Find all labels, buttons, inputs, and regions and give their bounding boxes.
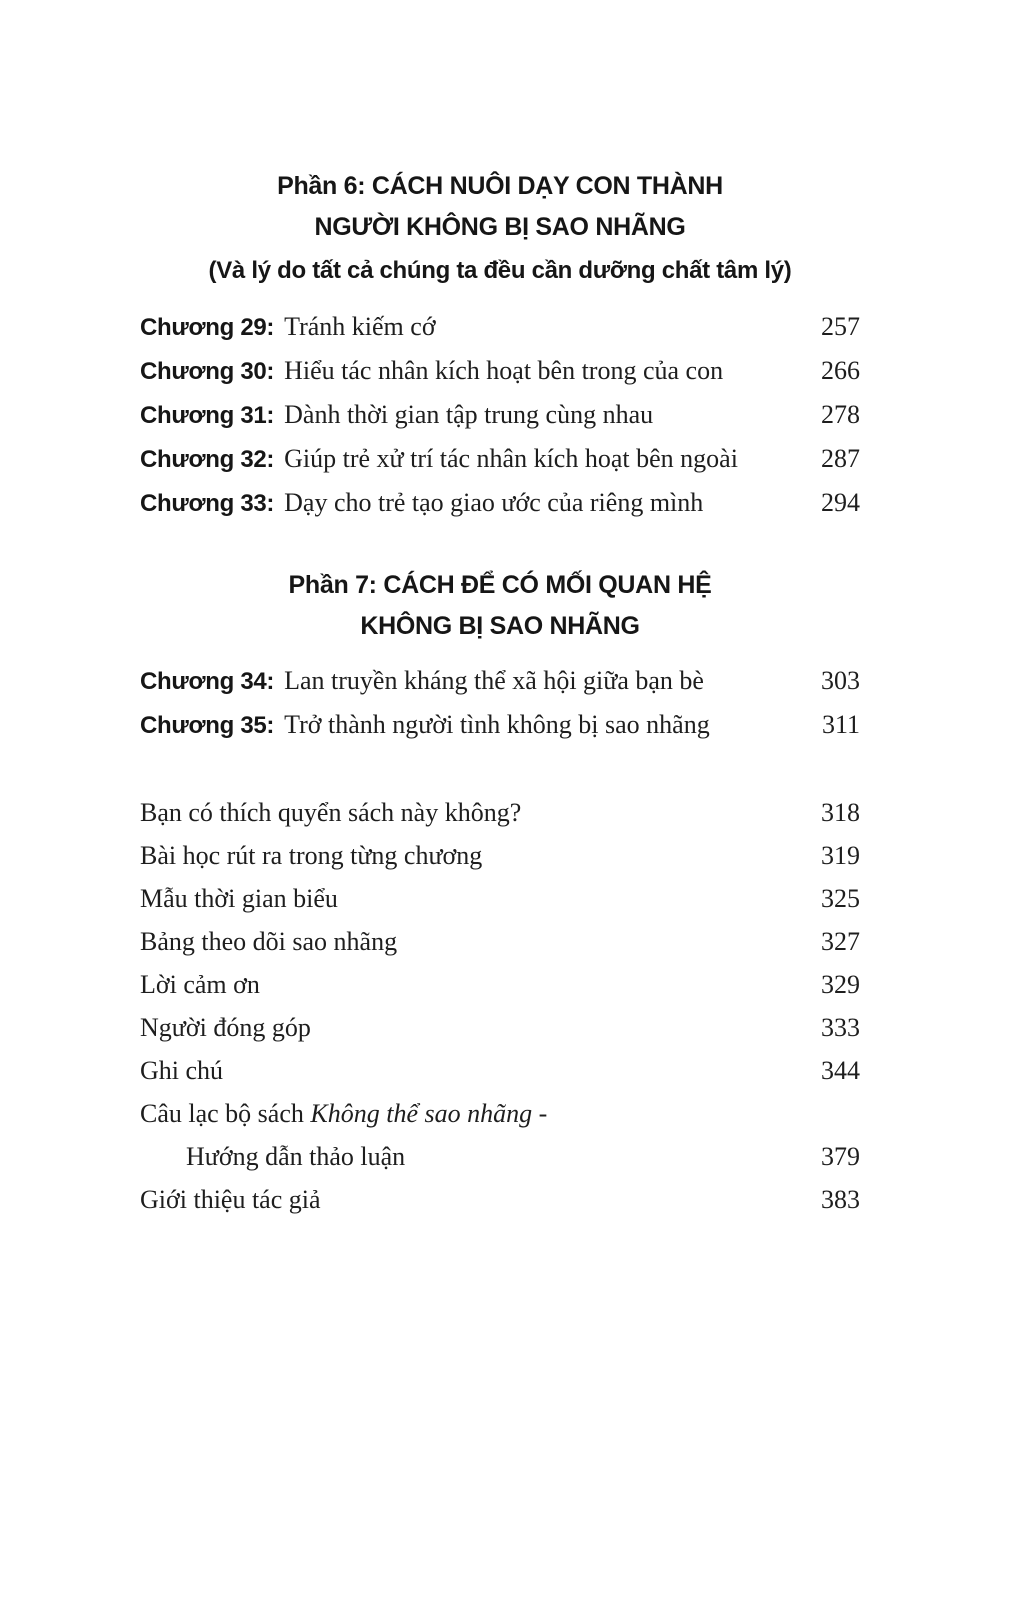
toc-entry — [140, 305, 860, 349]
entry-title: Bài học rút ra trong từng chương — [140, 841, 483, 870]
toc-entry — [140, 1006, 860, 1049]
chapter-title: Dạy cho trẻ tạo giao ước của riêng mình — [284, 488, 704, 517]
toc-entry — [140, 791, 860, 834]
entry-title-prefix: Câu lạc bộ sách — [140, 1099, 311, 1128]
entry-text — [140, 1049, 807, 1092]
section-heading-part6 — [140, 166, 860, 248]
toc-entry — [140, 481, 860, 525]
toc-entry — [140, 877, 860, 920]
toc-section-backmatter — [140, 791, 860, 1221]
entry-title-book-name: Không thể sao nhãng — [310, 1099, 533, 1128]
entry-text — [140, 305, 807, 349]
section-heading-part7 — [140, 565, 860, 647]
chapter-title: Giúp trẻ xử trí tác nhân kích hoạt bên ngoài — [284, 444, 738, 473]
entry-text — [140, 1006, 807, 1049]
toc-entry — [140, 963, 860, 1006]
chapter-label: Chương 34: — [140, 668, 275, 695]
entry-title: Giới thiệu tác giả — [140, 1185, 321, 1214]
chapter-label: Chương 35: — [140, 712, 275, 739]
toc-section-part7 — [140, 565, 860, 747]
entry-text — [140, 920, 807, 963]
chapter-label: Chương 33: — [140, 490, 275, 517]
entry-text — [140, 877, 807, 920]
toc-entry — [140, 659, 860, 703]
toc-entry — [140, 703, 860, 747]
entry-title: Ghi chú — [140, 1056, 224, 1085]
entry-title: Hướng dẫn thảo luận — [186, 1142, 406, 1171]
toc-entry — [140, 349, 860, 393]
page-number: 344 — [821, 1056, 860, 1085]
entry-title: Bảng theo dõi sao nhãng — [140, 927, 398, 956]
page-number: 294 — [821, 488, 860, 517]
page-number: 278 — [821, 400, 860, 429]
toc-entry — [140, 920, 860, 963]
page-number: 303 — [821, 666, 860, 695]
page-number: 318 — [821, 798, 860, 827]
entry-text — [140, 1178, 807, 1221]
chapter-label: Chương 29: — [140, 314, 275, 341]
entry-text — [140, 1092, 860, 1135]
entry-text — [140, 834, 807, 877]
chapter-title: Tránh kiếm cớ — [284, 312, 436, 341]
chapter-label: Chương 31: — [140, 402, 275, 429]
chapter-title: Dành thời gian tập trung cùng nhau — [284, 400, 654, 429]
chapter-list-part6 — [140, 305, 860, 525]
chapter-label: Chương 32: — [140, 446, 275, 473]
chapter-label: Chương 30: — [140, 358, 275, 385]
section-heading-line1: Phần 7: CÁCH ĐỂ CÓ MỐI QUAN HỆ — [288, 571, 712, 599]
entry-text — [140, 349, 807, 393]
entry-text — [140, 659, 807, 703]
section-subtitle: (Và lý do tất cả chúng ta đều cần dưỡng chất tâm lý) — [208, 257, 792, 284]
page-number: 311 — [821, 710, 860, 739]
section-heading-line2: KHÔNG BỊ SAO NHÃNG — [360, 612, 640, 640]
entry-title: Người đóng góp — [140, 1013, 311, 1042]
toc-entry-continuation — [140, 1135, 860, 1178]
entry-title: Lời cảm ơn — [140, 970, 260, 999]
chapter-title: Hiểu tác nhân kích hoạt bên trong của con — [284, 356, 724, 385]
toc-entry — [140, 437, 860, 481]
page-number: 266 — [821, 356, 860, 385]
entry-text — [140, 703, 808, 747]
entry-text — [140, 791, 807, 834]
page-number: 379 — [821, 1142, 860, 1171]
entry-text — [140, 481, 807, 525]
toc-section-part6 — [140, 166, 860, 525]
toc-entry — [140, 1178, 860, 1221]
toc-entry — [140, 834, 860, 877]
entry-text — [140, 393, 807, 437]
entry-text — [140, 963, 807, 1006]
entry-title-suffix: - — [532, 1099, 548, 1128]
entry-title: Bạn có thích quyển sách này không? — [140, 798, 522, 827]
entry-text — [140, 1135, 807, 1178]
page-number: 287 — [821, 444, 860, 473]
section-heading-line2: NGƯỜI KHÔNG BỊ SAO NHÃNG — [314, 213, 686, 241]
toc-entry — [140, 393, 860, 437]
entry-text — [140, 437, 807, 481]
section-heading-line1: Phần 6: CÁCH NUÔI DẠY CON THÀNH — [277, 172, 723, 200]
page-number: 333 — [821, 1013, 860, 1042]
entry-title: Mẫu thời gian biểu — [140, 884, 338, 913]
chapter-list-part7 — [140, 659, 860, 747]
toc-entry — [140, 1049, 860, 1092]
chapter-title: Trở thành người tình không bị sao nhãng — [284, 710, 710, 739]
page-number: 329 — [821, 970, 860, 999]
page-number: 325 — [821, 884, 860, 913]
chapter-title: Lan truyền kháng thể xã hội giữa bạn bè — [284, 666, 704, 695]
backmatter-list — [140, 791, 860, 1221]
toc-entry-book-club — [140, 1092, 860, 1135]
page-number: 319 — [821, 841, 860, 870]
page-number: 383 — [821, 1185, 860, 1214]
page-number: 257 — [821, 312, 860, 341]
page-number: 327 — [821, 927, 860, 956]
